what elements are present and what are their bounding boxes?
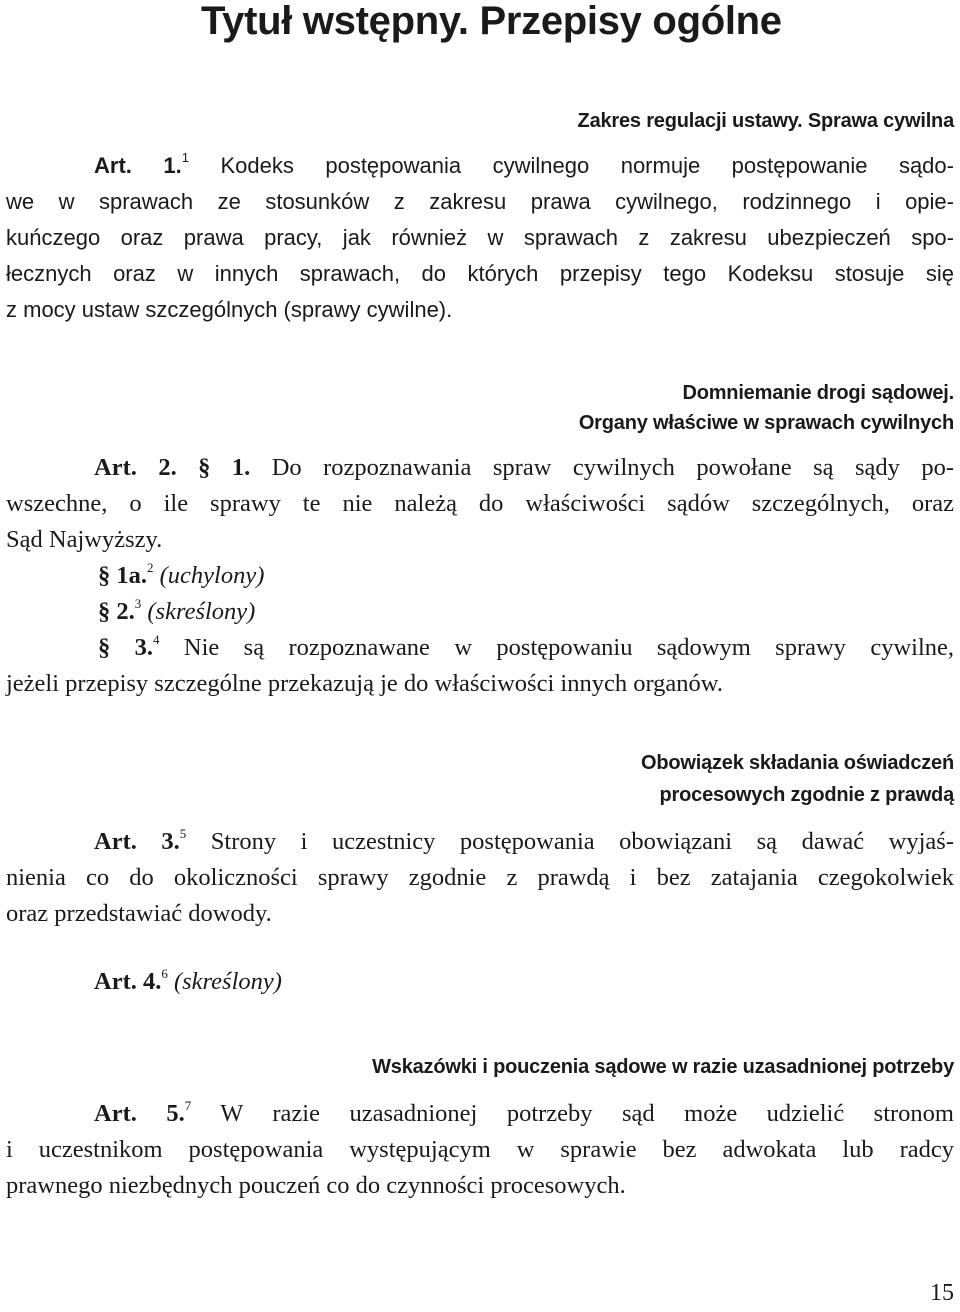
page-number: 15	[930, 1280, 954, 1306]
art3-text: Art. 3.$^5$ Strony i uczestnicy postępowania obowiązani są dawać wyjaś- nienia co do okoliczności sprawy zgodnie z prawdą i bez zatajania czegokolwiek oraz przedstawiać dowody.	[6, 826, 954, 927]
art2-s1a-footnote[interactable]: 2	[147, 560, 154, 575]
art2-s2-label: § 2.	[98, 598, 135, 625]
art4-text: Art. 4.$^6$ (skreślony)	[94, 966, 282, 995]
page-title: Tytuł wstępny. Przepisy ogólne	[201, 0, 782, 43]
art5-text: Art. 5.$^7$ W razie uzasadnionej potrzeby sąd może udzielić stronom i uczestnikom postępowania występującym w sprawie bez adwokata lub radcy prawnego niezbędnych pouczeń co do czynności procesowych.	[6, 1098, 954, 1199]
art2-s2-footnote[interactable]: 3	[134, 596, 142, 611]
art2-text: Art. 2. § 1. Do rozpoznawania spraw cywilnych powołane są sądy po- wszechne, o ile sprawy te nie należą do właściwości sądów szczególnych, oraz Sąd Najwyższy. § 1a.$^2$ (uchylony) § 2.$^3$ (skreślony) § 3.$^4$ Nie są rozpoznawane w postępowaniu sądowym sprawy cywilne, jeżeli przepisy szczególne przekazują je do właściwości innych organów.	[6, 454, 955, 697]
art5-heading: Wskazówki i pouczenia sądowe w razie uzasadnionej potrzeby	[372, 1056, 954, 1078]
art3-heading-line2: procesowych zgodnie z prawdą	[659, 784, 954, 806]
art2-heading-line1: Domniemanie drogi sądowej.	[682, 382, 954, 404]
art3-heading-line1: Obowiązek składania oświadczeń	[640, 752, 954, 774]
art1-label: Art. 1.	[94, 153, 182, 178]
art1-heading: Zakres regulacji ustawy. Sprawa cywilna	[577, 110, 954, 132]
art2-heading-line2: Organy właściwe w sprawach cywilnych	[578, 412, 954, 434]
art1-text: Art. 1.$^1$ Kodeks postępowania cywilnego normuje postępowanie sądo- we w sprawach ze stosunków z zakresu prawa cywilnego, rodzinnego i opie- kuńczego oraz prawa pracy, jak również w sprawach z zakresu ubezpieczeń spo- łecznych oraz w innych sprawach, do których przepisy tego Kodeksu stosuje się z mocy ustaw szczególnych (sprawy cywilne).	[6, 150, 954, 322]
art2-s3-footnote[interactable]: 4	[153, 632, 160, 647]
art5-footnote[interactable]: 7	[184, 1098, 192, 1113]
art3-footnote[interactable]: 5	[179, 826, 187, 841]
art5-label: Art. 5.	[94, 1100, 185, 1127]
art2-s1a-label: § 1a.	[98, 562, 147, 589]
art4-label: Art. 4.	[94, 968, 162, 995]
art2-s1-label: § 1.	[198, 454, 251, 481]
art4-footnote[interactable]: 6	[161, 966, 168, 981]
art2-s3-label: § 3.	[98, 634, 154, 661]
document-page	[6, 0, 954, 1312]
art2-label: Art. 2.	[94, 454, 177, 481]
art1-footnote[interactable]: 1	[181, 150, 189, 165]
art3-label: Art. 3.	[94, 828, 180, 855]
